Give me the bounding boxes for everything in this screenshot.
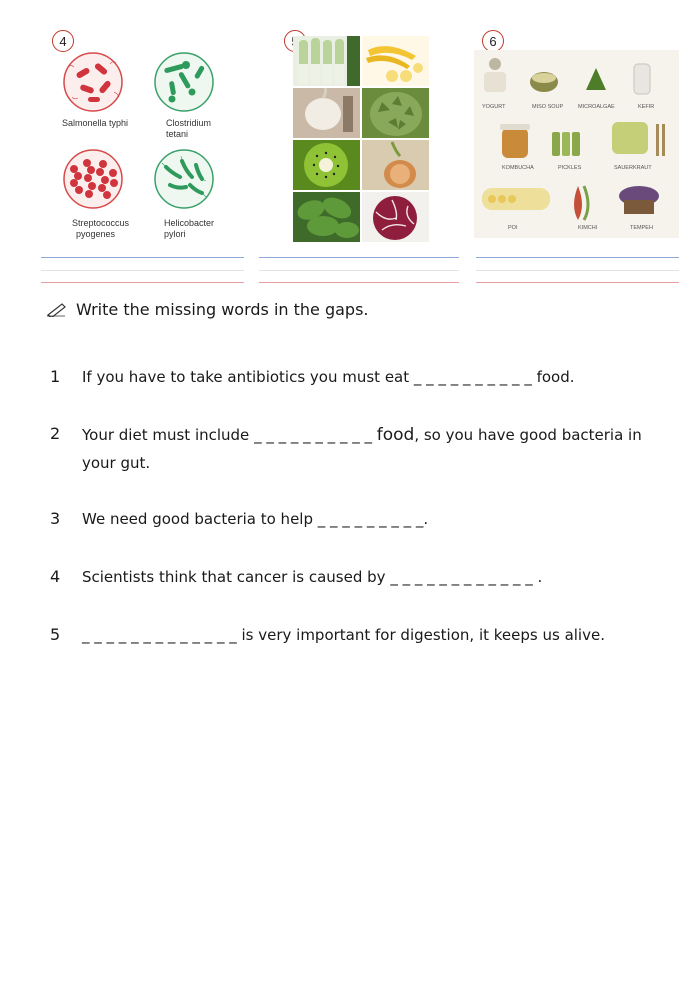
photo-kiwi (293, 140, 360, 190)
question-4 (82, 568, 542, 586)
ruled-line (259, 282, 459, 283)
bacteria-name-line1: Clostridium (166, 118, 212, 128)
question-text: food. (531, 368, 575, 386)
ruled-line (476, 282, 679, 283)
photo-onion (362, 140, 429, 190)
streptococcus-icon (64, 150, 122, 208)
photo-garlic (293, 88, 360, 138)
question-number: 4 (50, 567, 61, 586)
bacteria-illustrations (60, 52, 240, 222)
answer-gap: _ _ _ _ _ _ _ _ _ _ (254, 426, 377, 444)
bacteria-name-line2: pylori (164, 229, 186, 239)
food-label-kombucha: KOMBUCHA (502, 165, 534, 171)
question-text: . (532, 568, 543, 586)
question-3 (82, 510, 428, 528)
question-text: If you have to take antibiotics you must eat (82, 368, 414, 386)
fermented-foods-illustration (474, 50, 679, 238)
answer-gap: _ _ _ _ _ _ _ _ _ _ _ _ (390, 568, 533, 586)
question-text: We need good bacteria to help (82, 510, 318, 528)
food-label-tempeh: TEMPEH (630, 225, 653, 231)
answer-gap: _ _ _ _ _ _ _ _ _ _ _ _ _ (82, 626, 237, 644)
ruled-line (476, 270, 679, 271)
bacteria-label-clostridium (166, 118, 211, 140)
photo-radicchio (362, 192, 429, 242)
photo-bananas (362, 36, 429, 86)
photo-artichoke (362, 88, 429, 138)
question-number: 3 (50, 509, 61, 528)
bacteria-label-streptococcus (72, 218, 129, 240)
instruction-text: Write the missing words in the gaps. (76, 300, 369, 319)
bacteria-label-helicobacter (164, 218, 214, 240)
helicobacter-icon (155, 150, 213, 208)
bacteria-label-salmonella (62, 118, 128, 129)
photo-spinach (293, 192, 360, 242)
question-2-continuation: your gut. (82, 454, 151, 472)
ruled-line (476, 257, 679, 258)
answer-gap: _ _ _ _ _ _ _ _ _ (317, 510, 424, 528)
bacteria-name-line1: Streptococcus (72, 218, 130, 228)
question-text: . (423, 510, 429, 528)
bacteria-name-line2: tetani (166, 129, 189, 139)
question-number: 5 (50, 625, 61, 644)
bacteria-name-line1: Salmonella typhi (62, 118, 129, 128)
ruled-line (41, 282, 244, 283)
food-label-kimchi: KIMCHI (578, 225, 598, 231)
answer-gap: _ _ _ _ _ _ _ _ _ _ (413, 368, 532, 386)
food-label-poi: POI (508, 225, 518, 231)
question-text: Your diet must include (82, 426, 255, 444)
food-label-microalgae: MICROALGAE (578, 104, 615, 110)
salmonella-icon (64, 53, 122, 111)
question-1 (82, 368, 575, 386)
ruled-line (259, 270, 459, 271)
question-number: 1 (50, 367, 61, 386)
panel-number-4: 4 (52, 30, 74, 52)
photo-grid (293, 36, 431, 243)
ruled-line (259, 257, 459, 258)
question-2 (82, 425, 642, 445)
question-text: Scientists think that cancer is caused by (82, 568, 391, 586)
question-number: 2 (50, 424, 61, 443)
food-label-yogurt: YOGURT (482, 104, 506, 110)
bacteria-name-line2: pyogenes (76, 229, 116, 239)
question-5 (82, 626, 605, 644)
ruled-line (41, 257, 244, 258)
photo-leeks (293, 36, 360, 86)
bacteria-name-line1: Helicobacter (164, 218, 215, 228)
question-text: , so you have good bacteria in (414, 426, 642, 444)
food-label-pickles: PICKLES (558, 165, 582, 171)
food-label-miso-soup: MISO SOUP (532, 104, 564, 110)
question-text: is very important for digestion, it keeps us alive. (236, 626, 605, 644)
pencil-icon (46, 301, 68, 321)
clostridium-icon (155, 53, 213, 111)
instruction (46, 300, 369, 321)
food-label-kefir: KEFIR (638, 104, 655, 110)
question-text-emphasis: food (376, 425, 415, 445)
food-label-sauerkraut: SAUERKRAUT (614, 165, 652, 171)
ruled-line (41, 270, 244, 271)
panel-number-6: 6 (482, 30, 504, 52)
